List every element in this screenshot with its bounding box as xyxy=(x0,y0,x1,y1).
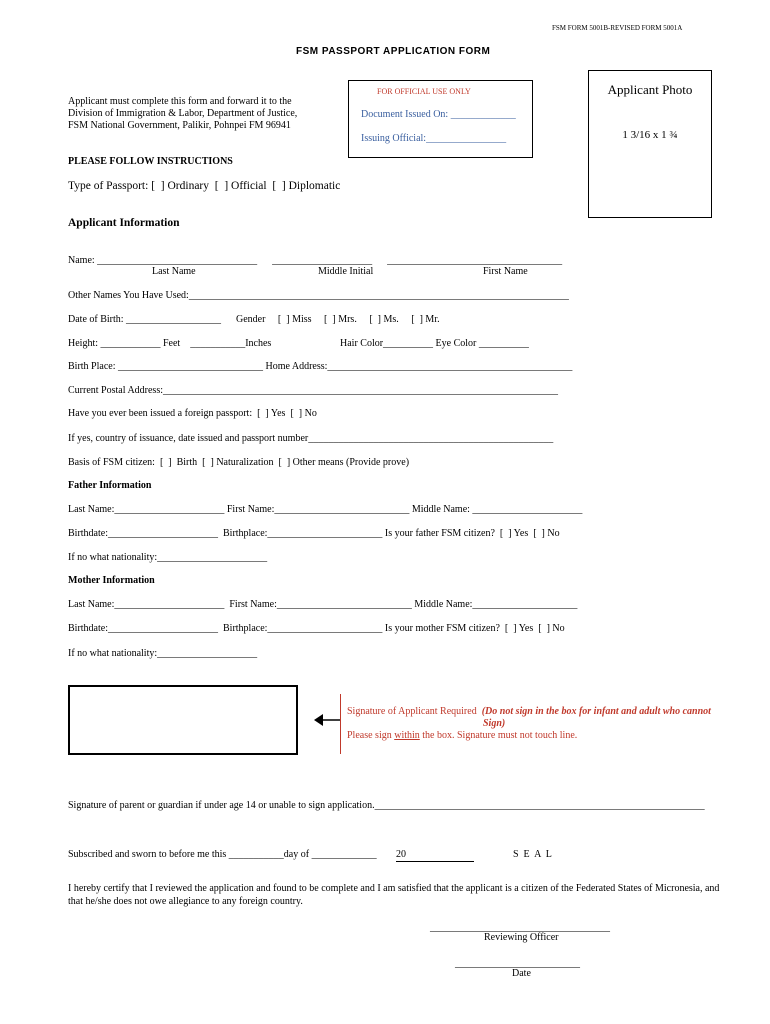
seal-label: S E A L xyxy=(513,849,552,860)
form-title: FSM PASSPORT APPLICATION FORM xyxy=(296,46,491,57)
instructions-heading: PLEASE FOLLOW INSTRUCTIONS xyxy=(68,156,233,167)
official-use-heading: FOR OFFICIAL USE ONLY xyxy=(377,87,471,96)
issuing-official-field[interactable]: Issuing Official:________________ xyxy=(361,133,507,144)
signature-note-divider xyxy=(340,694,341,754)
signature-required-label: Signature of Applicant Required (Do not sign in the box for infant and adult who cannot xyxy=(347,706,711,717)
father-info-heading: Father Information xyxy=(68,480,152,491)
gender-field[interactable]: Gender [ ] Miss [ ] Mrs. [ ] Ms. [ ] Mr. xyxy=(236,314,440,325)
signature-note-sign: Sign) xyxy=(483,718,506,729)
mother-birth-field[interactable]: Birthdate:______________________ Birthplace:_______________________ Is your mother FSM citizen? [ ] Yes [ ] No xyxy=(68,623,565,634)
hair-eye-color-field[interactable]: Hair Color__________ Eye Color __________ xyxy=(340,338,529,349)
signature-within-note: Please sign within the box. Signature must not touch line. xyxy=(347,730,578,741)
citizenship-basis-field[interactable]: Basis of FSM citizen: [ ] Birth [ ] Naturalization [ ] Other means (Provide prove) xyxy=(68,457,410,468)
reviewing-officer-label: Reviewing Officer xyxy=(484,932,559,943)
other-names-field[interactable]: Other Names You Have Used:____________________________________________________________________________ xyxy=(68,290,569,301)
applicant-photo-label: Applicant Photo xyxy=(607,82,693,97)
father-nationality-field[interactable]: If no what nationality:______________________ xyxy=(68,552,268,563)
date-line[interactable]: _________________________ xyxy=(455,958,580,969)
mother-nationality-field[interactable]: If no what nationality:____________________ xyxy=(68,648,258,659)
reviewing-officer-line[interactable]: ____________________________________ xyxy=(430,922,610,933)
applicant-signature-box[interactable] xyxy=(68,685,298,755)
first-name-label: First Name xyxy=(483,266,528,277)
document-issued-field[interactable]: Document Issued On: _____________ xyxy=(361,109,516,120)
height-field[interactable]: Height: ____________ Feet ___________Inches xyxy=(68,338,272,349)
middle-initial-label: Middle Initial xyxy=(318,266,374,277)
father-birth-field[interactable]: Birthdate:______________________ Birthplace:_______________________ Is your father FSM citizen? [ ] Yes [ ] No xyxy=(68,528,560,539)
mother-names-field[interactable]: Last Name:______________________ First Name:___________________________ Middle Name:_____________________ xyxy=(68,599,578,610)
postal-address-field[interactable]: Current Postal Address:_______________________________________________________________________________ xyxy=(68,385,558,396)
intro-line-3: FSM National Government, Palikir, Pohnpei FM 96941 xyxy=(68,120,291,131)
certification-line-2: that he/she does not owe allegiance to any foreign country. xyxy=(68,896,303,907)
mother-info-heading: Mother Information xyxy=(68,575,155,586)
father-names-field[interactable]: Last Name:______________________ First Name:___________________________ Middle Name: ______________________ xyxy=(68,504,583,515)
official-use-box xyxy=(348,80,533,158)
birth-place-home-address-field[interactable]: Birth Place: _____________________________ Home Address:_________________________________________________ xyxy=(68,361,573,372)
applicant-info-heading: Applicant Information xyxy=(68,217,180,229)
last-name-label: Last Name xyxy=(152,266,196,277)
passport-type-field[interactable]: Type of Passport: [ ] Ordinary [ ] Official [ ] Diplomatic xyxy=(68,180,341,192)
form-code: FSM FORM 5001B-REVISED FORM 5001A xyxy=(552,24,683,32)
year-field[interactable]: 20 xyxy=(396,849,474,862)
name-field[interactable]: Name: ________________________________ ____________________ ___________________________________ xyxy=(68,255,563,266)
arrow-left-icon xyxy=(314,713,340,727)
date-of-birth-field[interactable]: Date of Birth: ___________________ xyxy=(68,314,222,325)
applicant-photo-box[interactable] xyxy=(588,70,712,218)
foreign-passport-field[interactable]: Have you ever been issued a foreign passport: [ ] Yes [ ] No xyxy=(68,408,317,419)
subscribed-sworn-field[interactable]: Subscribed and sworn to before me this ___________day of _____________ xyxy=(68,849,377,860)
intro-line-1: Applicant must complete this form and forward it to the xyxy=(68,96,292,107)
certification-line-1: I hereby certify that I reviewed the application and found to be complete and I am satisfied that the applicant is a citizen of the Federated States of Micronesia, and xyxy=(68,883,720,894)
intro-line-2: Division of Immigration & Labor, Department of Justice, xyxy=(68,108,298,119)
photo-size-label: 1 3/16 x 1 ¾ xyxy=(622,129,678,141)
guardian-signature-field[interactable]: Signature of parent or guardian if under age 14 or unable to sign application.__________________________________________________________________ xyxy=(68,800,705,811)
date-label: Date xyxy=(512,968,531,979)
foreign-passport-details-field[interactable]: If yes, country of issuance, date issued and passport number_________________________________________________ xyxy=(68,433,554,444)
